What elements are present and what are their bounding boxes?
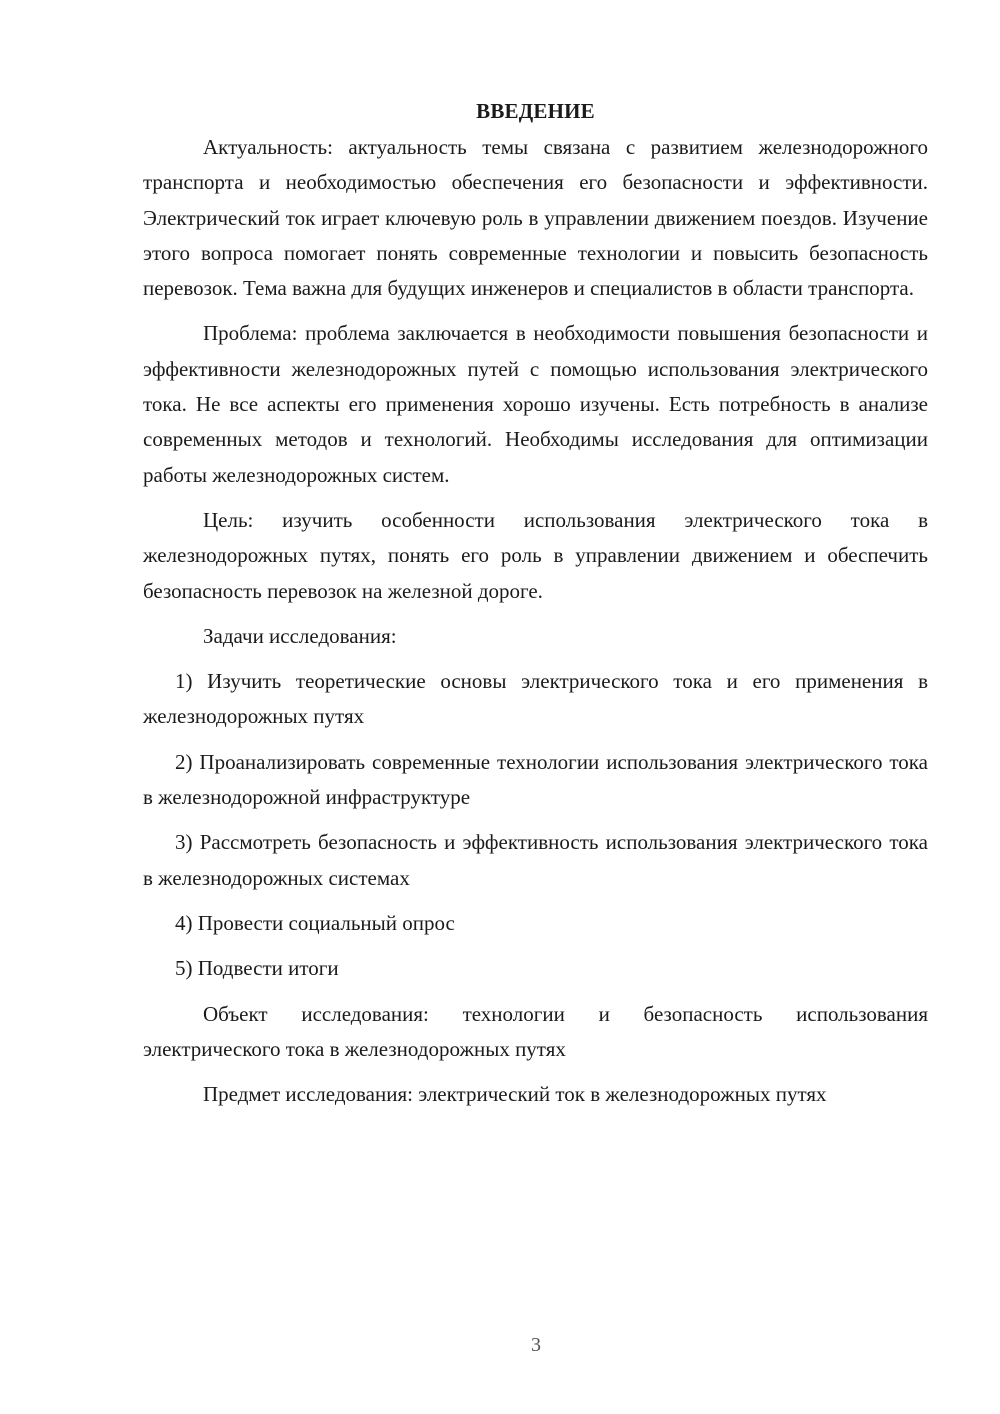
- list-item-task-1: 1) Изучить теоретические основы электрического тока и его применения в железнодорожных путях: [143, 669, 928, 729]
- paragraph-subject: Предмет исследования: электрический ток в железнодорожных путях: [203, 1082, 827, 1107]
- list-item-task-4: 4) Провести социальный опрос: [175, 910, 455, 935]
- list-item-task-2: 2) Проанализировать современные технологии использования электрического тока в железнодорожной инфраструктуре: [143, 749, 928, 810]
- list-item-task-5: 5) Подвести итоги: [175, 956, 339, 981]
- paragraph-object: Объект исследования: технологии и безопасность использования электрического тока в железнодорожных путях: [143, 1001, 928, 1061]
- paragraph-tasks-heading: Задачи исследования:: [203, 623, 397, 648]
- page-number: 3: [531, 1334, 541, 1356]
- page-title: ВВЕДЕНИЕ: [476, 99, 595, 123]
- paragraph-relevance: Актуальность: актуальность темы связана с развитием железнодорожного транспорта и необходимостью обеспечения его безопасности и эффективности. Электрический ток играет ключевую роль в управлении движением поездов. Изучение этого вопроса помогает понять современные технологии и повысить безопасность перевозок. Тема важна для будущих инженеров и специалистов в области транспорта.: [143, 135, 928, 301]
- paragraph-problem: Проблема: проблема заключается в необходимости повышения безопасности и эффективности железнодорожных путей с помощью использования электрического тока. Не все аспекты его применения хорошо изучены. Есть потребность в анализе современных методов и технологий. Необходимы исследования для оптимизации работы железнодорожных систем.: [143, 321, 928, 487]
- page-content: [143, 96, 928, 1122]
- paragraph-goal: Цель: изучить особенности использования электрического тока в железнодорожных путях, понять его роль в управлении движением и обеспечить безопасность перевозок на железной дороге.: [143, 507, 928, 603]
- list-item-task-3: 3) Рассмотреть безопасность и эффективность использования электрического тока в железнодорожных системах: [143, 830, 928, 890]
